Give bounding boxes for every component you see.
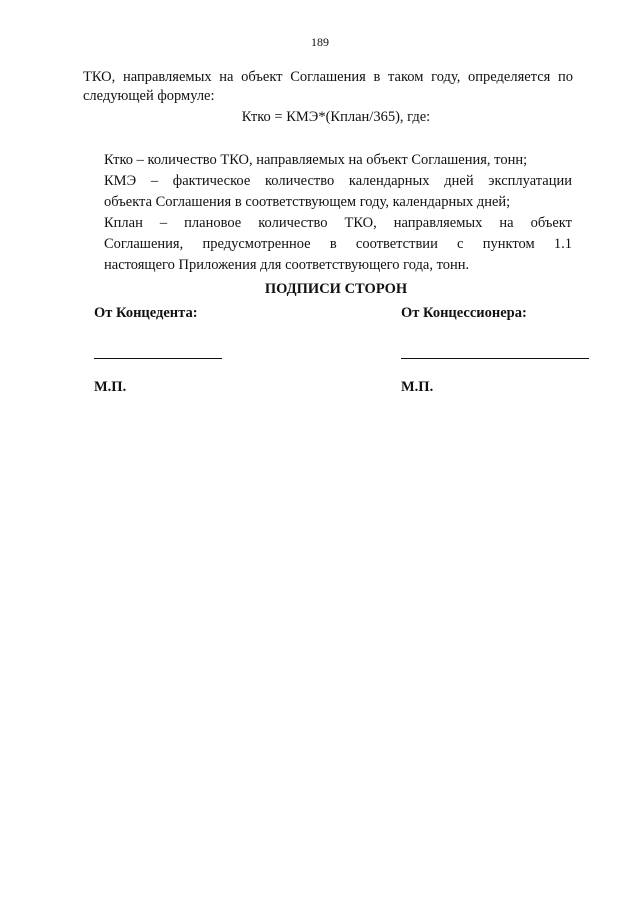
definition-line: Кплан – плановое количество ТКО, направляемых на объект	[104, 215, 572, 231]
left-signature-line	[94, 358, 222, 359]
right-signature-line	[401, 358, 589, 359]
definitions-list	[104, 150, 572, 276]
right-stamp-label: М.П.	[401, 379, 434, 395]
definition-line: Соглашения, предусмотренное в соответствии с пунктом 1.1	[104, 236, 572, 252]
formula: Ктко = КМЭ*(Кплан/365), где:	[241, 109, 431, 125]
intro-line-1: ТКО, направляемых на объект Соглашения в таком году, определяется по	[83, 69, 573, 85]
definition-line: Ктко – количество ТКО, направляемых на объект Соглашения, тонн;	[104, 152, 528, 168]
definition-line: КМЭ – фактическое количество календарных дней эксплуатации	[104, 173, 572, 189]
intro-line-2: следующей формуле:	[83, 88, 215, 104]
definition-line: объекта Соглашения в соответствующем году, календарных дней;	[104, 194, 511, 210]
page-number: 189	[311, 35, 329, 49]
left-stamp-label: М.П.	[94, 379, 127, 395]
signatures-heading: ПОДПИСИ СТОРОН	[264, 281, 408, 297]
left-party-label: От Концедента:	[94, 305, 198, 321]
right-party-label: От Концессионера:	[401, 305, 527, 321]
intro-paragraph	[83, 68, 573, 106]
definition-line: настоящего Приложения для соответствующего года, тонн.	[104, 257, 470, 273]
